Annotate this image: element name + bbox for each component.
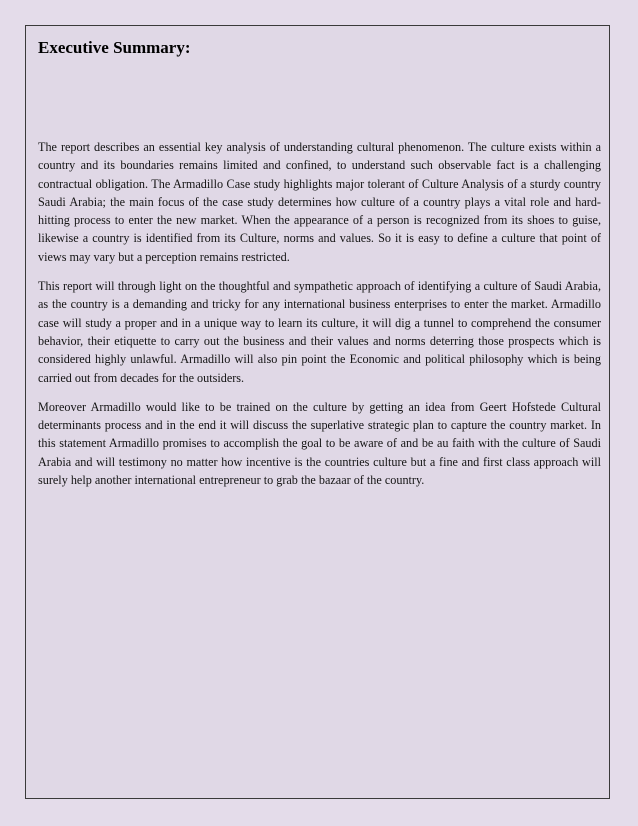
summary-paragraph-2: This report will through light on the thoughtful and sympathetic approach of identifying a culture of Saudi Arabia, as the country is a demanding and tricky for any international business enterprises to enter the market. Armadillo case will study a proper and in a unique way to learn its culture, it will dig a tunnel to comprehend the consumer behavior, their etiquette to carry out the business and their values and norms deterring those prospects which is considered highly unlawful. Armadillo will also pin point the Economic and political philosophy which is being carried out from decades for the outsiders. [38,279,601,385]
summary-paragraph-1: The report describes an essential key analysis of understanding cultural phenomenon. The culture exists within a country and its boundaries remains limited and confined, to understand such observable fact is a challenging contractual obligation. The Armadillo Case study highlights major tolerant of Culture Analysis of a sturdy country Saudi Arabia; the main focus of the case study determines how culture of a country plays a vital role and hard-hitting process to enter the new market. When the appearance of a person is recognized from its shoes to guise, likewise a country is identified from its Culture, norms and values. So it is easy to define a culture that point of views may vary but a perception remains restricted. [38,140,601,264]
section-heading: Executive Summary: [38,38,191,57]
summary-body [38,138,601,500]
summary-paragraph-3: Moreover Armadillo would like to be trained on the culture by getting an idea from Geert Hofstede Cultural determinants process and in the end it will discuss the superlative strategic plan to capture the country market. In this statement Armadillo promises to accomplish the goal to be aware of and be au faith with the culture of Saudi Arabia and will testimony no matter how incentive is the countries culture but a fine and first class approach will surely help another international entrepreneur to grab the bazaar of the country. [38,399,601,488]
